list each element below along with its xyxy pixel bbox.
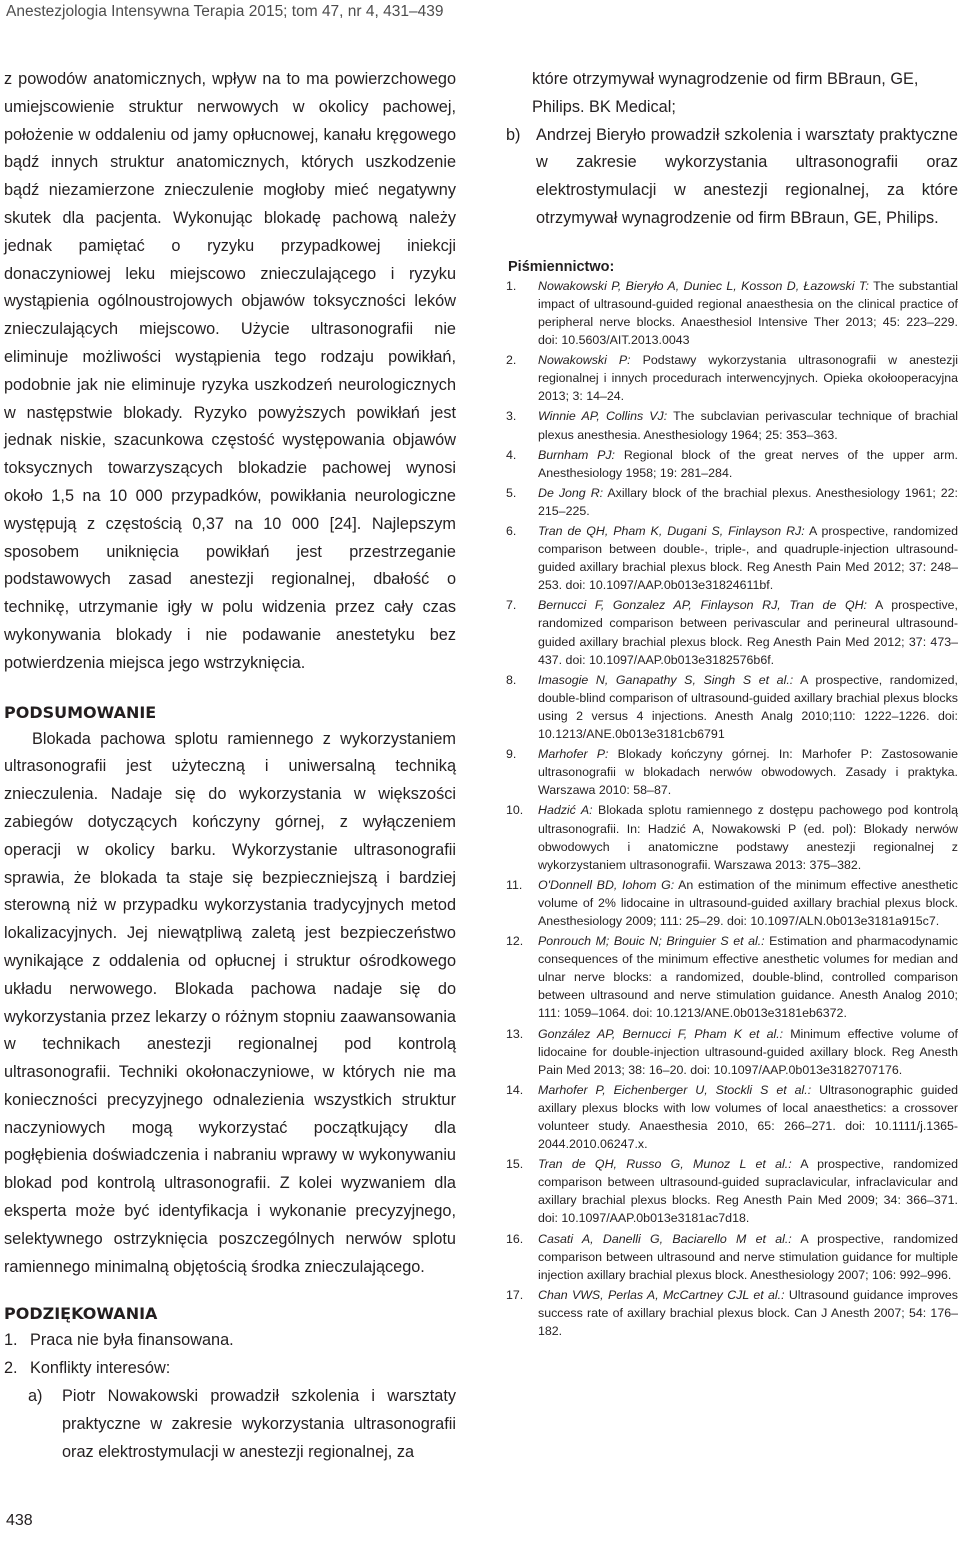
reference-authors: Nowakowski P, Bieryło A, Duniec L, Kosson D, Łazowski T:: [538, 278, 869, 293]
reference-number: 2.: [506, 353, 517, 368]
acknowledgements-heading: PODZIĘKOWANIA: [4, 1304, 158, 1324]
reference-item: [506, 1155, 958, 1227]
references-list: [506, 277, 958, 1340]
summary-paragraph: Blokada pachowa splotu ramiennego z wykorzystaniem ultrasonografii jest użyteczną i uniwersalną techniką znieczulenia. Nadaje się do wykorzystania w większości zabiegów dotyczących kończyny górnej, z wyłączeniem operacji w okolicy barku. Wykorzystanie ultrasonografii sprawia, że blokada ta staje się bezpieczniejszą i bardziej sterowną niż w przypadku wykorzystania tradycyjnych metod lokalizacyjnych. Jej niewątpliwą zaletą jest bezpieczeństwo wynikające z oddalenia od opłucnej i struktur ośrodkowego układu nerwowego. Blokada pachowa nadaje się do wykorzystania przez lekarzy o różnym stopniu zaawansowania w technikach anestezji regionalnej pod kontrolą ultrasonografii. Techniki okołonaczyniowe, w których nie ma konieczności precyzyjnego odnalezienia wszystkich struktur naczyniowych mogą wykorzystać początkujący dla pogłębienia doświadczenia i nabraniu wprawy w wykonywaniu blokad pod kontrolą ultrasonografii. Z kolei wyzwaniem dla eksperta może być identyfikacja i wykonanie precyzyjnego, selektywnego ostrzyknięcia poszczególnych nerwów splotu ramiennego minimalną objętością środka znieczulającego.: [4, 729, 456, 1276]
reference-number: 8.: [506, 672, 517, 687]
reference-number: 6.: [506, 524, 517, 538]
reference-text: The substantial impact of ultrasound-guided regional anaesthesia on the clinical practice of peripheral nerve blocks. Anaesthesiol Intensive Ther 2013; 45: 223–229. doi: 10.5603/AIT.2013.0043: [538, 278, 959, 348]
reference-text: A prospective, randomized comparison between perivascular and perineural ultrasound-guided axillary brachial plexus block. Reg Anesth Pain Med 2012; 37: 473–437. doi: 10.1097/AAP.0b013e3182576b6f.: [538, 598, 959, 667]
reference-authors: Marhofer P:: [538, 747, 609, 762]
reference-number: 9.: [506, 747, 517, 762]
reference-item: [506, 1081, 958, 1153]
reference-text: Ultrasonographic guided axillary plexus blocks with low volumes of local anaesthetics: a crossover volunteer study. Anaesthesia 2010, 65: 266–271. doi: 10.1111/j.1365-2044.2010.06247.x.: [538, 1082, 958, 1152]
reference-authors: Marhofer P, Eichenberger U, Stockli S et al.:: [538, 1082, 812, 1097]
ack-item-funding: [4, 1327, 456, 1355]
reference-item: [506, 277, 958, 349]
reference-number: 5.: [506, 485, 517, 500]
reference-authors: O'Donnell BD, Iohom G:: [538, 877, 675, 892]
reference-item: [506, 1230, 958, 1284]
reference-authors: Casati A, Danelli G, Baciarello M et al.:: [538, 1231, 792, 1246]
reference-number: 15.: [506, 1157, 524, 1172]
reference-text: Ultrasound guidance improves success rate of axillary brachial plexus block. Can J Anesth 2007; 54: 176–182.: [538, 1287, 958, 1339]
page-number: 438: [6, 1512, 33, 1529]
reference-authors: Bernucci F, Gonzalez AP, Finlayson RJ, Tran de QH:: [538, 598, 868, 613]
reference-text: Minimum effective volume of lidocaine for double-injection ultrasound-guided axillary block. Reg Anesth Pain Med 2013; 38: 16–20. doi: 10.1097/AAP.0b013e3182707176.: [538, 1026, 958, 1077]
reference-authors: Winnie AP, Collins VJ:: [538, 409, 668, 424]
left-column: [4, 66, 456, 1466]
reference-authors: Burnham PJ:: [538, 447, 615, 462]
summary-heading: PODSUMOWANIE: [4, 702, 157, 722]
reference-number: 13.: [506, 1026, 524, 1041]
ack-subitem-a-continued: które otrzymywał wynagrodzenie od firm BBraun, GE, Philips. BK Medical;: [532, 70, 919, 116]
reference-text: Regional block of the great nerves of the upper arm. Anesthesiology 1958; 19: 281–284.: [538, 447, 959, 480]
reference-text: Estimation and pharmacodynamic consequences of the minimum effective anesthetic volumes for median and ulnar nerve blocks: a randomized, double-blind, controlled comparison between ultrasound and nerve stimulation guidance. Anesth Analog 2010; 111: 1059–1064. doi: 10.1213/ANE.0b013e3181eb6372.: [538, 934, 958, 1021]
reference-authors: Imasogie N, Ganapathy S, Singh S et al.:: [538, 672, 794, 687]
reference-text: Blokada splotu ramiennego z dostępu pachowego pod kontrolą ultrasonografii. In: Hadzić A, Nowakowski P (ed. pol): Blokady nerwów obwodowych i anatomiczne podstawy anestezji regionalnej z wykorzystaniem ultrasonografii. Warszawa 2013: 375–382.: [538, 803, 958, 872]
reference-number: 3.: [506, 409, 517, 424]
reference-item: [506, 446, 958, 482]
reference-authors: Tran de QH, Pham K, Dugani S, Finlayson RJ:: [538, 524, 805, 538]
reference-authors: Nowakowski P:: [538, 353, 631, 368]
ack-subitem-text: Piotr Nowakowski prowadził szkolenia i warsztaty praktyczne w zakresie wykorzystania ultrasonografii oraz elektrostymulacji w anestezji regionalnej, za: [62, 1387, 456, 1461]
reference-item: [506, 745, 958, 799]
journal-header: Anestezjologia Intensywna Terapia 2015; tom 47, nr 4, 431–439: [6, 3, 444, 20]
ack-item-text: Konflikty interesów:: [30, 1359, 171, 1378]
reference-item: [506, 801, 958, 873]
reference-authors: Chan VWS, Perlas A, McCartney CJL et al.:: [538, 1287, 785, 1302]
reference-text: A prospective, randomized comparison between ultrasound-guided supraclavicular, infraclavicular and axillary brachial plexus blocks. Reg Anesth Pain Med 2009; 34: 366–371. doi: 10.1097/AAP.0b013e3181ac7d18.: [538, 1157, 958, 1226]
reference-number: 12.: [506, 934, 524, 949]
right-column: [506, 66, 959, 1342]
reference-authors: Hadzić A:: [538, 803, 593, 818]
reference-text: The subclavian perivascular technique of brachial plexus anesthesia. Anesthesiology 1964; 25: 353–363.: [538, 409, 959, 442]
ack-item-text: Praca nie była finansowana.: [30, 1331, 234, 1350]
reference-item: [506, 351, 958, 405]
reference-item: [506, 1025, 958, 1079]
reference-number: 4.: [506, 447, 517, 462]
ack-subitem-b: [506, 122, 958, 233]
reference-authors: De Jong R:: [538, 485, 604, 500]
reference-number: 10.: [506, 803, 524, 818]
reference-item: [506, 932, 958, 1022]
reference-text: An estimation of the minimum effective anesthetic volume of 2% lidocaine in ultrasound-guided axillary brachial plexus block. Anesthesiology 2009; 111: 25–29. doi: 10.1097/ALN.0b013e3181a915c7.: [538, 877, 958, 928]
reference-text: Blokady kończyny górnej. In: Marhofer P: Zastosowanie ultrasonografii w blokadach nerwów obwodowych. Zasady i praktyka. Warszawa 2010: 58–87.: [538, 747, 958, 798]
reference-number: 14.: [506, 1082, 524, 1097]
reference-text: Axillary block of the brachial plexus. Anesthesiology 1961; 22: 215–225.: [538, 485, 959, 518]
ack-item-number: 2.: [4, 1359, 18, 1378]
reference-text: A prospective, randomized comparison between double-, triple-, and quadruple-injection ultrasound-guided axillary brachial plexus block. Reg Anesth Pain Med 2012; 37: 248–253. doi: 10.1097/AAP.0b013e31824611bf.: [538, 524, 958, 593]
reference-number: 7.: [506, 598, 517, 613]
references-heading: Piśmiennictwo:: [508, 258, 615, 275]
reference-item: [506, 484, 958, 520]
reference-number: 17.: [506, 1287, 524, 1302]
body-paragraph-complications: z powodów anatomicznych, wpływ na to ma powierzchowego umiejscowienie struktur nerwowych w okolicy pachowej, położenie w oddaleniu od jamy opłucnowej, kanału kręgowego bądź innych struktur anatomicznych, których uszkodzenie bądź niezamierzone znieczulenie mogłoby mieć negatywny skutek dla pacjenta. Wykonując blokadę pachową należy jednak pamiętać o ryzyku przypadkowej iniekcji donaczyniowej leku miejscowo znieczulającego i ryzyku wystąpienia ogólnoustrojowych objawów toksyczności leków znieczulających miejscowo. Użycie ultrasonografii nie eliminuje możliwości wystąpienia tego rodzaju powikłań, podobnie jak nie eliminuje ryzyka uszkodzeń neurologicznych w następstwie blokady. Ryzyko powyższych powikłań jest jednak niskie, szacunkowa częstość występowania objawów toksycznych towarzyszących blokadzie pachowej wynosi około 1,5 na 10 000 przypadków, powikłania neurologiczne występują z częstością 0,37 na 10 000 [24]. Najlepszym sposobem uniknięcia powikłań jest przestrzeganie podstawowych zasad anestezji regionalnej, dbałość o technikę, utrzymanie igły w polu widzenia przez cały czas wykonywania blokady i nie podawanie anestetyku bez potwierdzenia miejsca jego wstrzyknięcia.: [4, 70, 456, 672]
ack-subitem-label: b): [506, 125, 521, 144]
ack-item-number: 1.: [4, 1331, 18, 1350]
reference-authors: González AP, Bernucci F, Pham K et al.:: [538, 1026, 784, 1041]
reference-number: 11.: [506, 877, 523, 892]
reference-item: [506, 596, 958, 668]
ack-subitem-label: a): [28, 1387, 43, 1406]
reference-number: 1.: [506, 278, 517, 293]
reference-authors: Tran de QH, Russo G, Munoz L et al.:: [538, 1157, 792, 1172]
ack-subitem-a: [4, 1383, 456, 1466]
reference-authors: Ponrouch M; Bouic N; Bringuier S et al.:: [538, 934, 765, 949]
reference-number: 16.: [506, 1231, 524, 1246]
reference-item: [506, 1286, 958, 1340]
reference-text: A prospective, randomized, double-blind comparison of ultrasound-guided axillary brachial plexus blocks using 2 versus 4 injections. Anesth Analg 2010;110: 1222–1226. doi: 10.1213/ANE.0b013e3181cb6791: [538, 672, 958, 742]
reference-item: [506, 522, 958, 594]
reference-item: [506, 407, 958, 443]
reference-text: A prospective, randomized comparison between ultrasound and nerve stimulation guidance for multiple injection axillary brachial plexus block. Anesthesiology 2007; 106: 992–996.: [538, 1231, 958, 1282]
ack-item-conflicts: [4, 1355, 456, 1383]
reference-item: [506, 671, 958, 743]
ack-subitem-text: Andrzej Bieryło prowadził szkolenia i warsztaty praktyczne w zakresie wykorzystania ultrasonografii oraz elektrostymulacji w anestezji regionalnej, za które otrzymywał wynagrodzenie od firm BBraun, GE, Philips.: [536, 125, 958, 227]
reference-text: Podstawy wykorzystania ultrasonografii w anestezji regionalnej i innych procedurach interwencyjnych. Opieka okołooperacyjna 2013; 3: 14–24.: [538, 353, 958, 404]
reference-item: [506, 876, 958, 930]
